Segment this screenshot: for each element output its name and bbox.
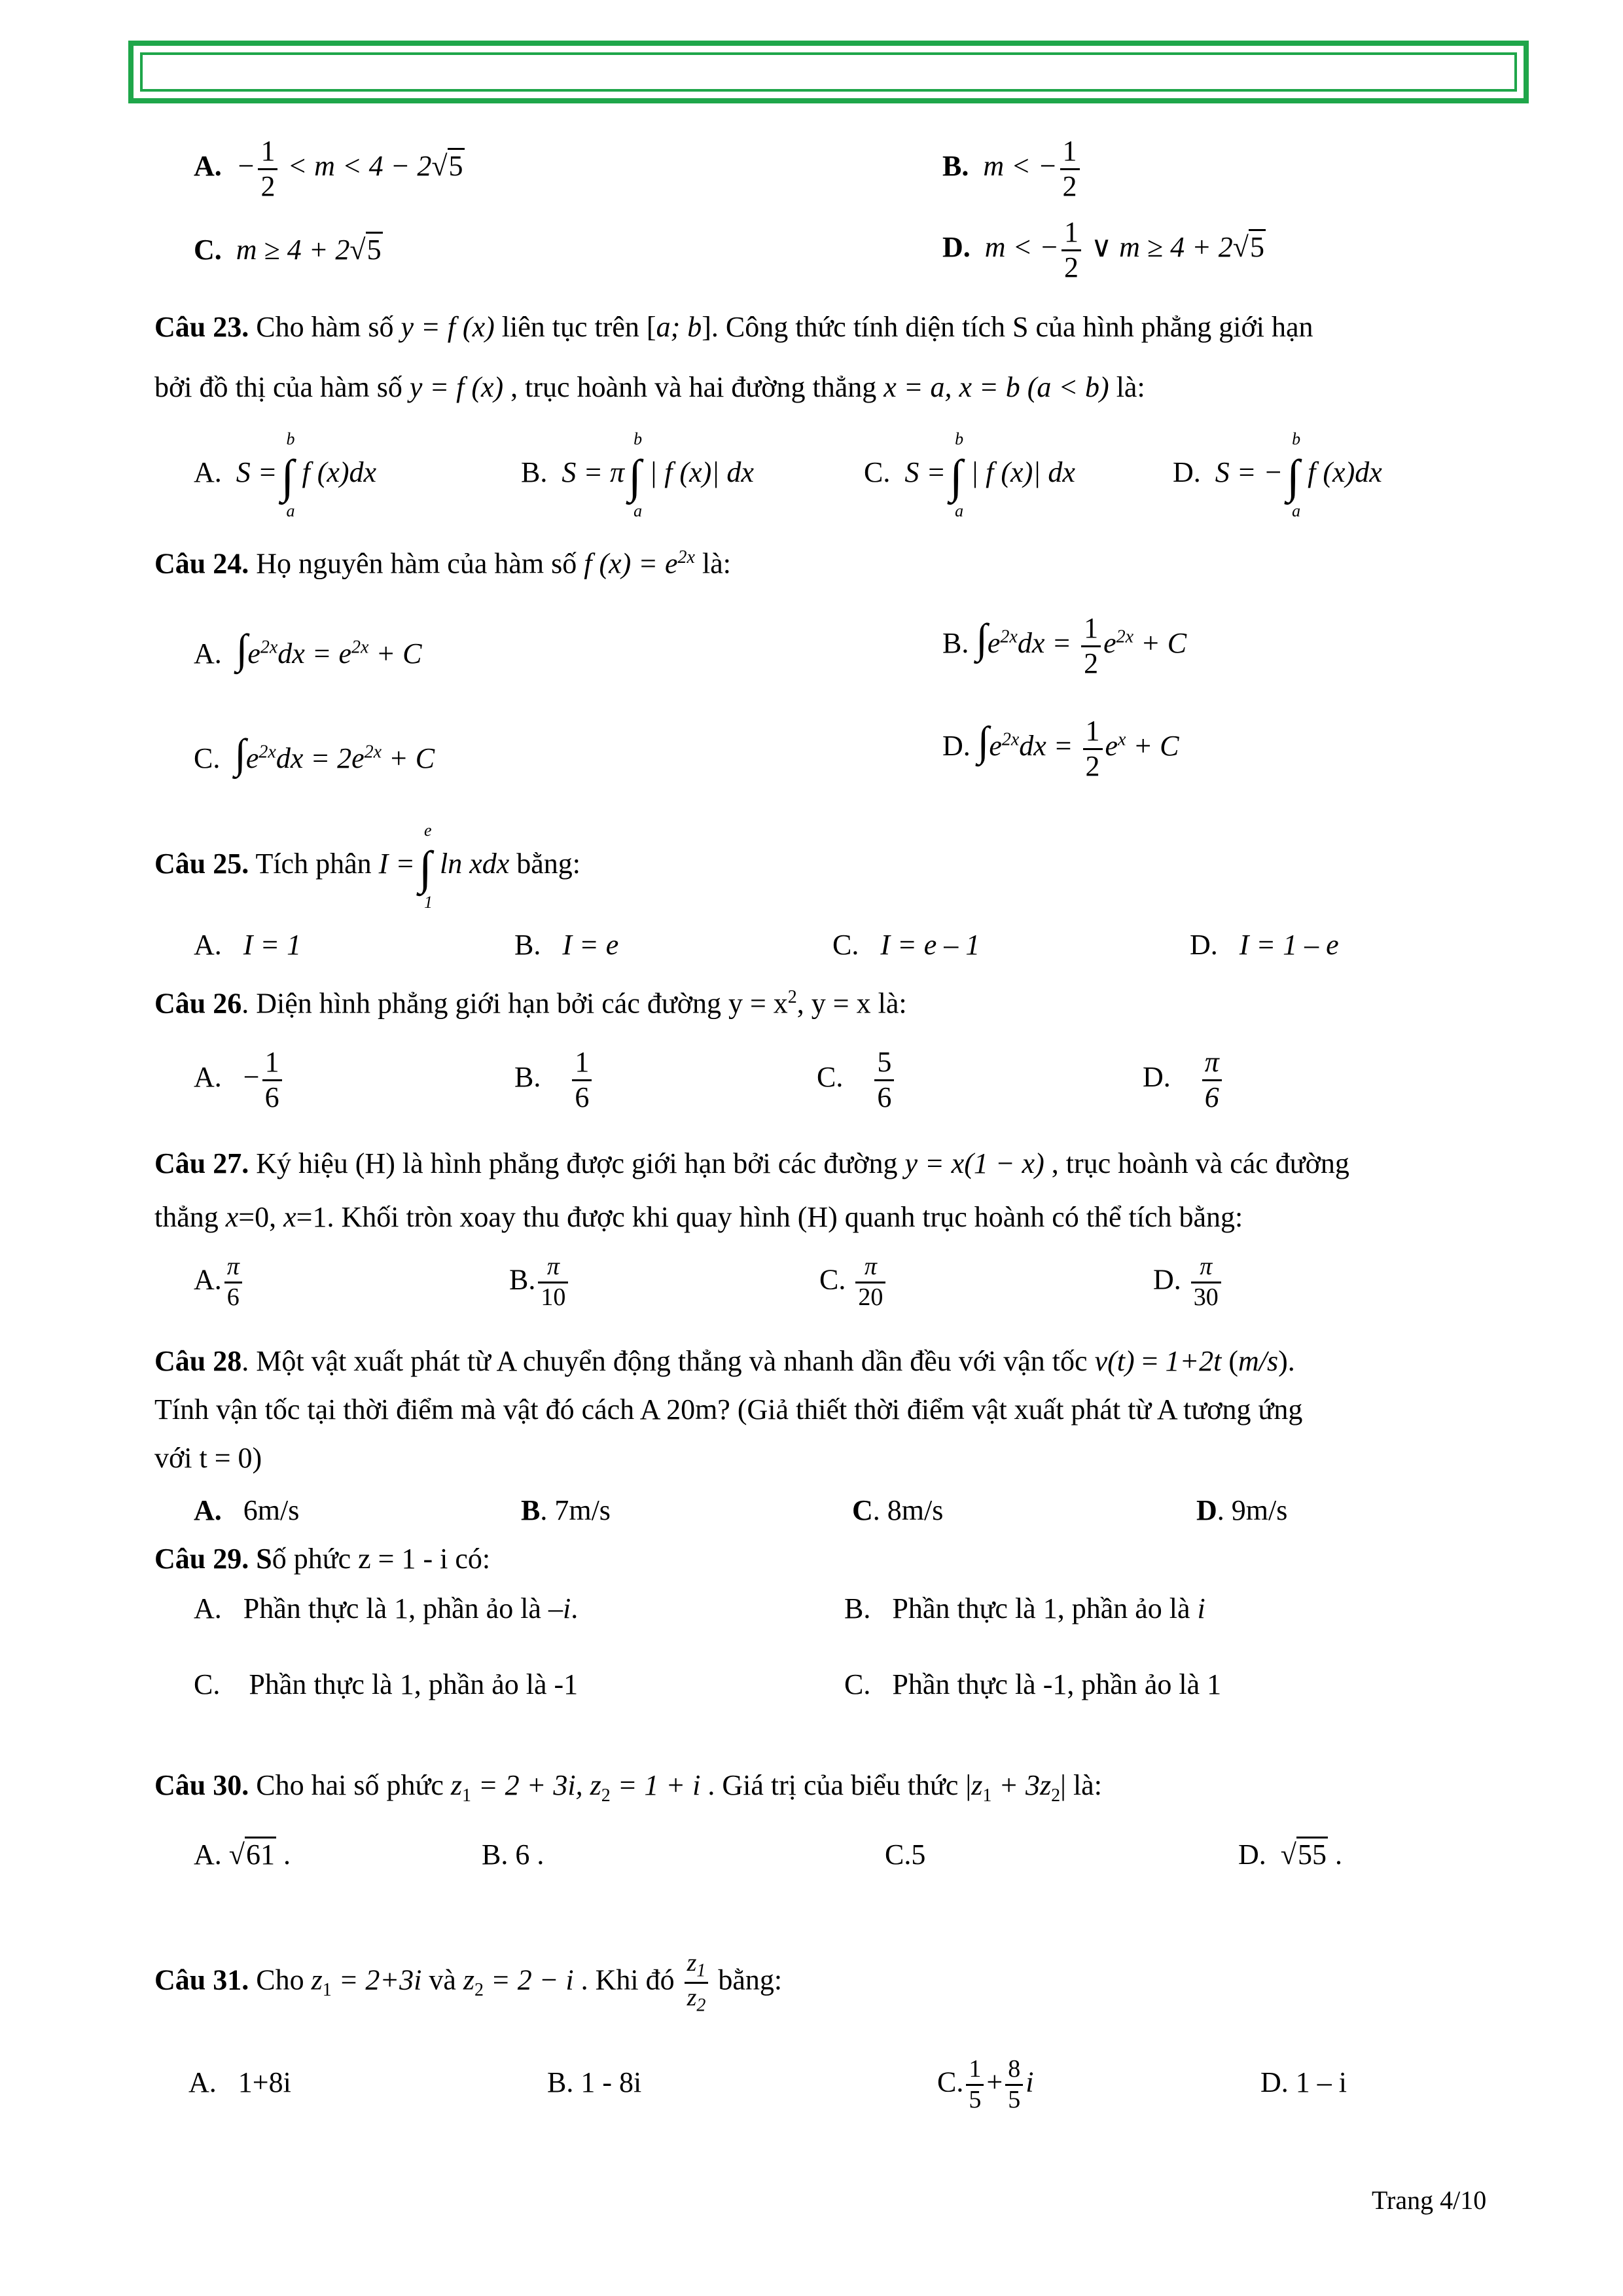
q23-option-c: C. S = b ∫ a | f (x)| dx — [864, 429, 1075, 520]
q30-option-b: B. 6 . — [482, 1839, 544, 1871]
q24-stem: Câu 24. Họ nguyên hàm của hàm số f $(x) = e^{2x}$ là: — [154, 547, 731, 580]
q22-d-frac: $\frac{1}{2}$ — [1061, 216, 1081, 284]
q22-option-b: B. m < − $\frac{1}{2}$ — [942, 135, 1082, 203]
q22-b-frac: $\frac{1}{2}$ — [1060, 135, 1080, 203]
q22-a-frac: $\frac{1}{2}$ — [258, 135, 277, 203]
q31-option-b: B. 1 - 8i — [547, 2066, 642, 2098]
q27-option-b: B. $\frac{\pi}{10}$ — [509, 1253, 571, 1312]
q28-option-b: B. 7m/s — [521, 1494, 611, 1526]
q26-b-frac: $\frac{1}{6}$ — [572, 1046, 592, 1114]
q26-d-frac: $\frac{\pi}{6}$ — [1202, 1046, 1222, 1114]
q24-option-d: D. $\int e^{2x}dx$ = $\frac{1}{2}$ $e^x + C$ — [942, 715, 1179, 782]
q30-stem: Câu 30. Cho hai số phức $z_1 = 2 + 3i$, $z_2 = 1 + i$ . Giá trị của biểu thức $|z_1 + 3z_2|$ là: — [154, 1769, 1102, 1806]
q31-option-a: A. 1+8i — [188, 2066, 291, 2098]
q23-option-a: A. S = b ∫ a f (x)dx — [194, 429, 377, 520]
q22-option-a: A. − $\frac{1}{2}$ < m < 4 − 2√5 — [194, 135, 463, 202]
q30-option-d: D. √55 . — [1238, 1840, 1342, 1869]
q28-option-c: C. 8m/s — [852, 1494, 944, 1526]
q28-stem-line3: với t = 0) — [154, 1442, 262, 1474]
q25-option-a: A. I = 1 — [194, 929, 302, 961]
q27-stem-line2: thẳng x=0, x=1. Khối tròn xoay thu được khi quay hình (H) quanh trục hoành có thể tích bằng: — [154, 1201, 1243, 1233]
q25-option-d: D. I = 1 – e — [1190, 929, 1339, 961]
q25-option-c: C. I = e – 1 — [832, 929, 980, 961]
q29-stem: Câu 29. Số phức z = 1 - i có: — [154, 1543, 491, 1575]
q24-b-frac: $\frac{1}{2}$ — [1081, 612, 1101, 680]
q27-option-c: C. $\frac{\pi}{20}$ — [819, 1253, 888, 1312]
q31-option-c: C. $\frac{1}{5}$ + $\frac{8}{5}$ i — [937, 2055, 1034, 2113]
q24-option-b: B. $\int e^{2x}dx$ = $\frac{1}{2}$ $e^{2x} + C$ — [942, 612, 1187, 679]
integral-sign: b ∫ a — [628, 429, 643, 520]
q31-option-d: D. 1 – i — [1260, 2066, 1347, 2098]
q25-option-b: B. I = e — [514, 929, 619, 961]
q23-stem-line2: bởi đồ thị của hàm số y = f (x) , trục hoành và hai đường thẳng x = a, x = b (a < b) là: — [154, 371, 1145, 403]
q26-a-frac: $\frac{1}{6}$ — [262, 1046, 282, 1114]
q29-option-d: C. Phần thực là -1, phần ảo là 1 — [844, 1668, 1222, 1700]
q25-stem: Câu 25. Tích phân I = e ∫ 1 ln xdx bằng: — [154, 821, 581, 912]
q29-option-c: C. Phần thực là 1, phần ảo là -1 — [194, 1668, 579, 1700]
q27-d-frac: $\frac{\pi}{30}$ — [1191, 1253, 1221, 1312]
integral-sign: b ∫ a — [1287, 429, 1301, 520]
q27-stem-line1: Câu 27. Ký hiệu (H) là hình phẳng được giới hạn bởi các đường y = x(1 − x) , trục hoành và các đường — [154, 1147, 1349, 1179]
q27-option-d: D. $\frac{\pi}{30}$ — [1153, 1253, 1224, 1312]
q27-a-frac: $\frac{\pi}{6}$ — [224, 1253, 242, 1312]
q23-option-b: B. S = π b ∫ a | f (x)| dx — [521, 429, 754, 520]
q27-b-frac: $\frac{\pi}{10}$ — [538, 1253, 568, 1312]
q27-option-a: A. $\frac{\pi}{6}$ — [194, 1253, 245, 1312]
q24-option-c: C. $\int e^{2x}dx = 2e^{2x} + C$ — [194, 730, 435, 777]
integral-sign: b ∫ a — [950, 429, 964, 520]
q26-option-b: B. $\frac{1}{6}$ — [514, 1046, 594, 1114]
q22-option-d: D. m < − $\frac{1}{2}$ ∨ m ≥ 4 + 2√5 — [942, 216, 1264, 283]
integral-sign: e ∫ 1 — [418, 821, 433, 912]
q28-option-a: A. 6m/s — [194, 1494, 300, 1526]
q30-option-c: C.5 — [885, 1839, 926, 1871]
q26-option-d: D. $\frac{\pi}{6}$ — [1143, 1046, 1224, 1114]
q29-option-b: B. Phần thực là 1, phần ảo là i — [844, 1592, 1205, 1624]
q23-option-d: D. S = − b ∫ a f (x)dx — [1173, 429, 1382, 520]
q28-option-d: D. 9m/s — [1196, 1494, 1288, 1526]
q22-option-c: C. m ≥ 4 + 2√5 — [194, 236, 383, 264]
header-frame — [128, 41, 1529, 103]
q31-stem: Câu 31. Cho $z_1 = 2+3i$ và $z_2 = 2 - i$ . Khi đó $\frac{z_1}{z_2}$ bằng: — [154, 1949, 783, 2016]
q26-option-a: A. − $\frac{1}{6}$ — [194, 1046, 285, 1114]
q24-d-frac: $\frac{1}{2}$ — [1083, 715, 1103, 783]
q31-quotient-frac: $\frac{z_1}{z_2}$ — [685, 1949, 709, 2017]
q28-stem-line2: Tính vận tốc tại thời điểm mà vật đó cách A 20m? (Giả thiết thời điểm vật xuất phát từ A tương ứng — [154, 1393, 1303, 1426]
q31-c-frac-2: $\frac{8}{5}$ — [1005, 2055, 1023, 2114]
q27-c-frac: $\frac{\pi}{20}$ — [855, 1253, 885, 1312]
q31-c-frac-1: $\frac{1}{5}$ — [966, 2055, 984, 2114]
q26-stem: Câu 26. Diện hình phẳng giới hạn bởi các đường $y = x^2$, y = x là: — [154, 987, 907, 1020]
q23-stem-line1: Câu 23. Cho hàm số y = f (x) liên tục trên [a; b]. Công thức tính diện tích S của hình phẳng giới hạn — [154, 311, 1313, 343]
header-frame-inner — [140, 52, 1517, 92]
q26-c-frac: $\frac{5}{6}$ — [874, 1046, 894, 1114]
q24-option-a: A. $\int e^{2x}dx = e^{2x} + C$ — [194, 626, 422, 672]
q26-option-c: C. $\frac{5}{6}$ — [817, 1046, 897, 1114]
q29-option-a: A. Phần thực là 1, phần ảo là –i. — [194, 1592, 579, 1624]
integral-sign: b ∫ a — [281, 429, 295, 520]
q28-stem-line1: Câu 28. Một vật xuất phát từ A chuyển động thẳng và nhanh dần đều với vận tốc v(t) = 1+2t (m/s). — [154, 1345, 1295, 1377]
page-number: Trang 4/10 — [1372, 2185, 1487, 2215]
q30-option-a: A. √61 . — [194, 1840, 291, 1869]
